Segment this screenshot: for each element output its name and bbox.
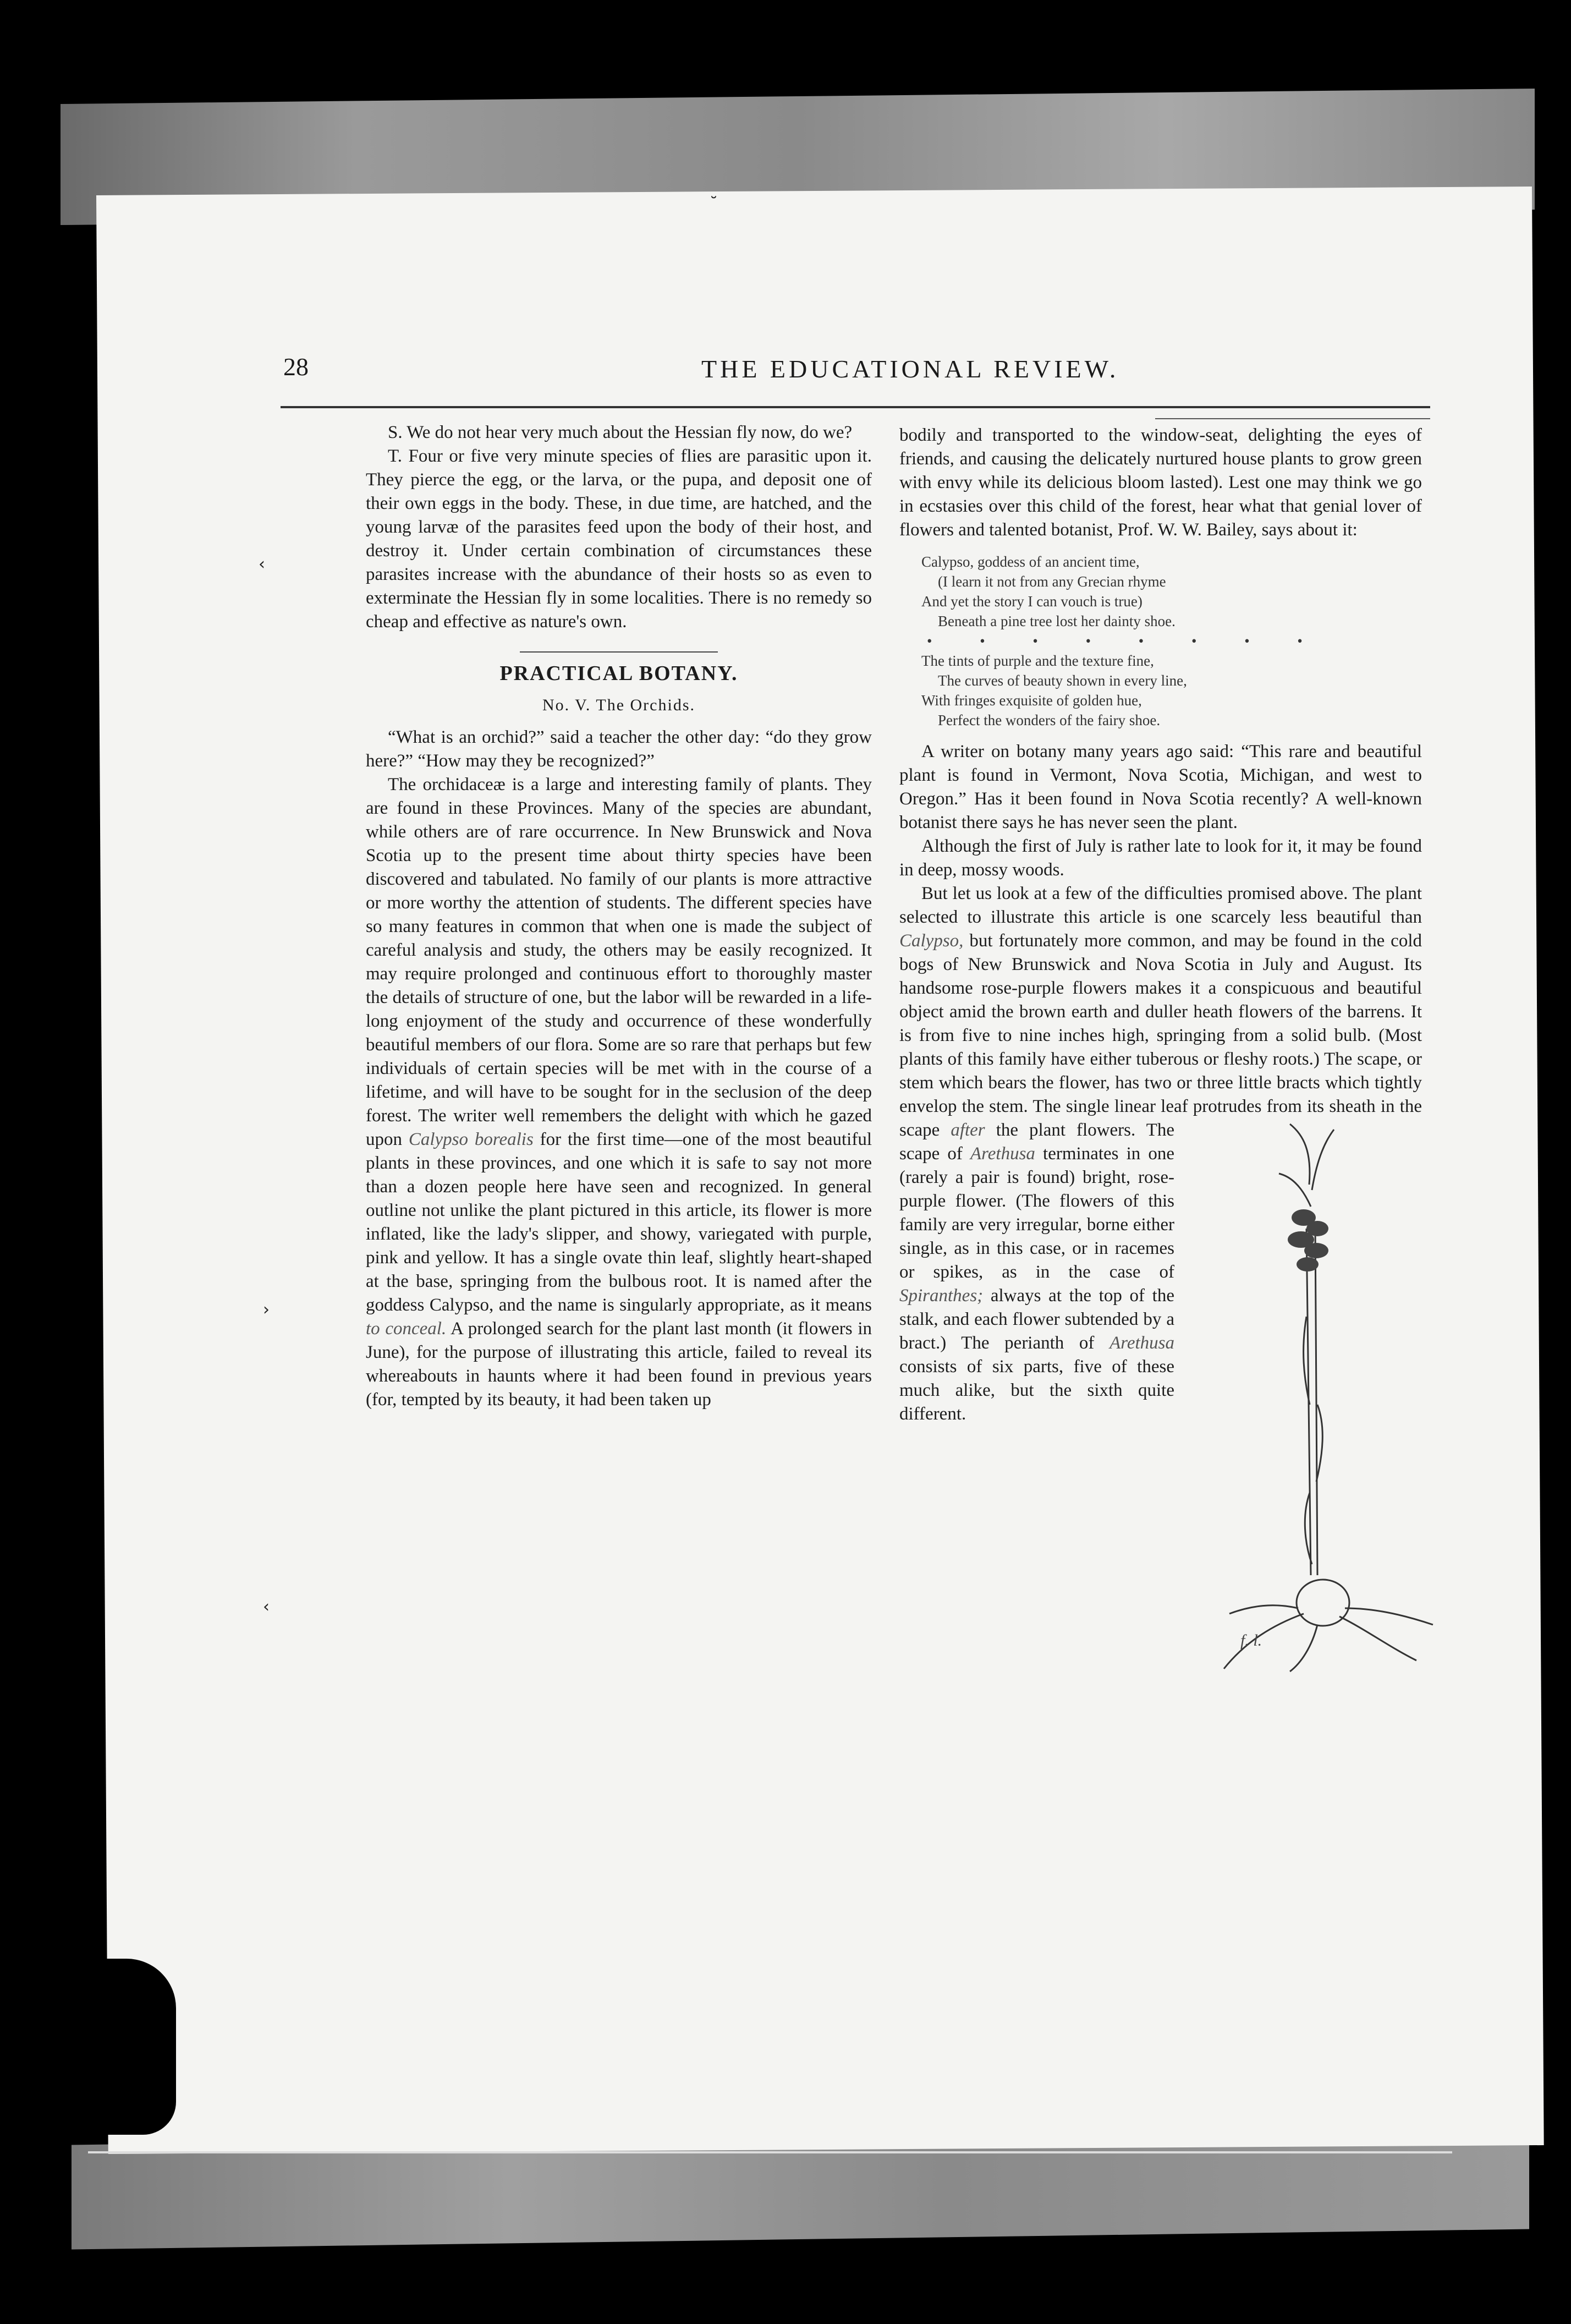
paragraph: “What is an orchid?” said a teacher the other day: “do they grow here?” “How may they be recognized?” [366,727,872,771]
header-rule [281,406,1430,408]
italic-term: Arethusa [1109,1333,1174,1353]
paragraph: bodily and transported to the window-seat, delighting the eyes of friends, and causing the delicately nurtured house plants to grow green with envy while its delicious bloom lasted). Lest one may think we go in ecstasies over this child of the forest, hear what that genial lover of flowers and talented botanist, Prof. W. W. Bailey, says about it: [899,425,1422,540]
running-title: THE EDUCATIONAL REVIEW. [701,355,1119,383]
poem-line: Calypso, goddess of an ancient time, [921,553,1140,570]
italic-term: Spiranthes; [899,1286,984,1306]
page-header [283,352,1471,396]
poem-line: Perfect the wonders of the fairy shoe. [938,712,1161,728]
poem [921,552,1422,730]
italic-term: Calypso borealis [408,1130,534,1149]
orchid-illustration [1185,1119,1422,1674]
paragraph: But let us look at a few of the difficulties promised above. The plant selected to illustrate this article is one scarcely less beautiful than Calypso, but fortunately more common, and may be found in the cold bogs of New Brunswick and Nova Scotia in July and August. Its handsome rose-purple flowers makes it a conspicuous and beautiful object amid the brown earth and duller heath flowers of the barrens. It is from five to nine inches high, springing from a solid bulb. (Most plants of this family have either tuberous or fleshy roots.) The scape, or stem which bears the flower, has two or three little bracts which tightly envelop the stem. The single linear leaf protrudes from its sheath in the scape f. l. after the plant flowers. The scape of Arethusa terminates in one (rarely a pair is found) bright, rose-purple flower. (The flowers of this family are very irregular, borne either single, as in this case, or in racemes or spikes, as in the case of Spiranthes; always at the top of the stalk, and each flower subtended by a bract.) The perianth of Arethusa consists of six parts, five of these much alike, but the sixth quite different. [899,882,1422,1426]
column-left [366,421,872,1412]
page-number: 28 [283,353,309,381]
column-right [899,424,1422,1679]
header-rule-short [1155,418,1430,419]
edge-mark: ˘ [710,194,718,213]
section-rule [520,651,718,653]
paragraph: T. Four or five very minute species of flies are parasitic upon it. They pierce the egg, or the larva, or the pupa, and deposit one of their own eggs in the body. These, in due time, are hatched, and the young larvæ of the parasites feed upon the body of their host, and destroy it. Under certain combination of circumstances these parasites increase with the abundance of their hosts so as even to exterminate the Hessian fly in some localities. There is no remedy so cheap and effective as nature's own. [366,446,872,632]
section-title: PRACTICAL BOTANY. [499,662,738,685]
italic-term: to conceal. [366,1319,447,1339]
arethusa-plant-drawing [1207,1119,1444,1674]
poem-line: The curves of beauty shown in every line, [938,672,1187,689]
poem-ellipsis: • • • • • • • • [927,633,1325,649]
italic-term: Calypso, [899,931,964,951]
edge-mark: ‹ [263,1597,270,1616]
poem-line: (I learn it not from any Grecian rhyme [938,573,1166,590]
edge-mark: ‹ [259,555,265,574]
poem-line: With fringes exquisite of golden hue, [921,692,1142,709]
paragraph: Although the first of July is rather late to look for it, it may be found in deep, mossy woods. [899,836,1422,880]
poem-line: And yet the story I can vouch is true) [921,593,1142,610]
paragraph: S. We do not hear very much about the Hessian fly now, do we? [388,423,853,442]
edge-mark: › [263,1300,270,1319]
binding-shadow [83,1959,176,2135]
poem-line: The tints of purple and the texture fine, [921,653,1154,669]
paragraph: The orchidaceæ is a large and interesting family of plants. They are found in these Provinces. Many of the species are abundant, while others are of rare occurrence. In New Brunswick and Nova Scotia up to the present time about thirty species have been discovered and tabulated. No family of our plants is more attractive or more worthy the attention of students. The different species have so many features in common that when one is made the subject of careful analysis and study, the others may be easily recognized. It may require prolonged and continuous effort to thoroughly master the details of structure of one, but the labor will be rewarded in a life-long enjoyment of the study and occurrence of these wonderfully beautiful members of our flora. Some are so rare that perhaps but few individuals of certain species will be met with in the course of a lifetime, and will have to be sought for in the seclusion of the deep forest. The writer well remembers the delight with which he gazed upon Calypso borealis for the first time—one of the most beautiful plants in these provinces, and one which it is safe to say not more than a dozen people here have seen and recognized. In general outline not unlike the plant pictured in this article, its flower is more inflated, like the lady's slipper, and showy, variegated with purple, pink and yellow. It has a single ovate thin leaf, slightly heart-shaped at the base, springing from the bulbous root. It is named after the goddess Calypso, and the name is singularly appropriate, as it means to conceal. A prolonged search for the plant last month (it flowers in June), for the purpose of illustrating this article, failed to reveal its whereabouts in haunts where it had been found in previous years (for, tempted by its beauty, it had been taken up [366,775,872,1410]
figure-caption: f. l. [1240,1631,1262,1649]
italic-term: after [951,1120,985,1140]
section-subtitle: No. V. The Orchids. [542,696,695,714]
page-bottom-edge [88,2151,1452,2153]
paragraph: A writer on botany many years ago said: “This rare and beautiful plant is found in Vermont, Nova Scotia, Michigan, and west to Oregon.” Has it been found in Nova Scotia recently? A well-known botanist there says he has never seen the plant. [899,742,1422,832]
italic-term: Arethusa [970,1144,1035,1164]
poem-line: Beneath a pine tree lost her dainty shoe. [938,613,1175,629]
